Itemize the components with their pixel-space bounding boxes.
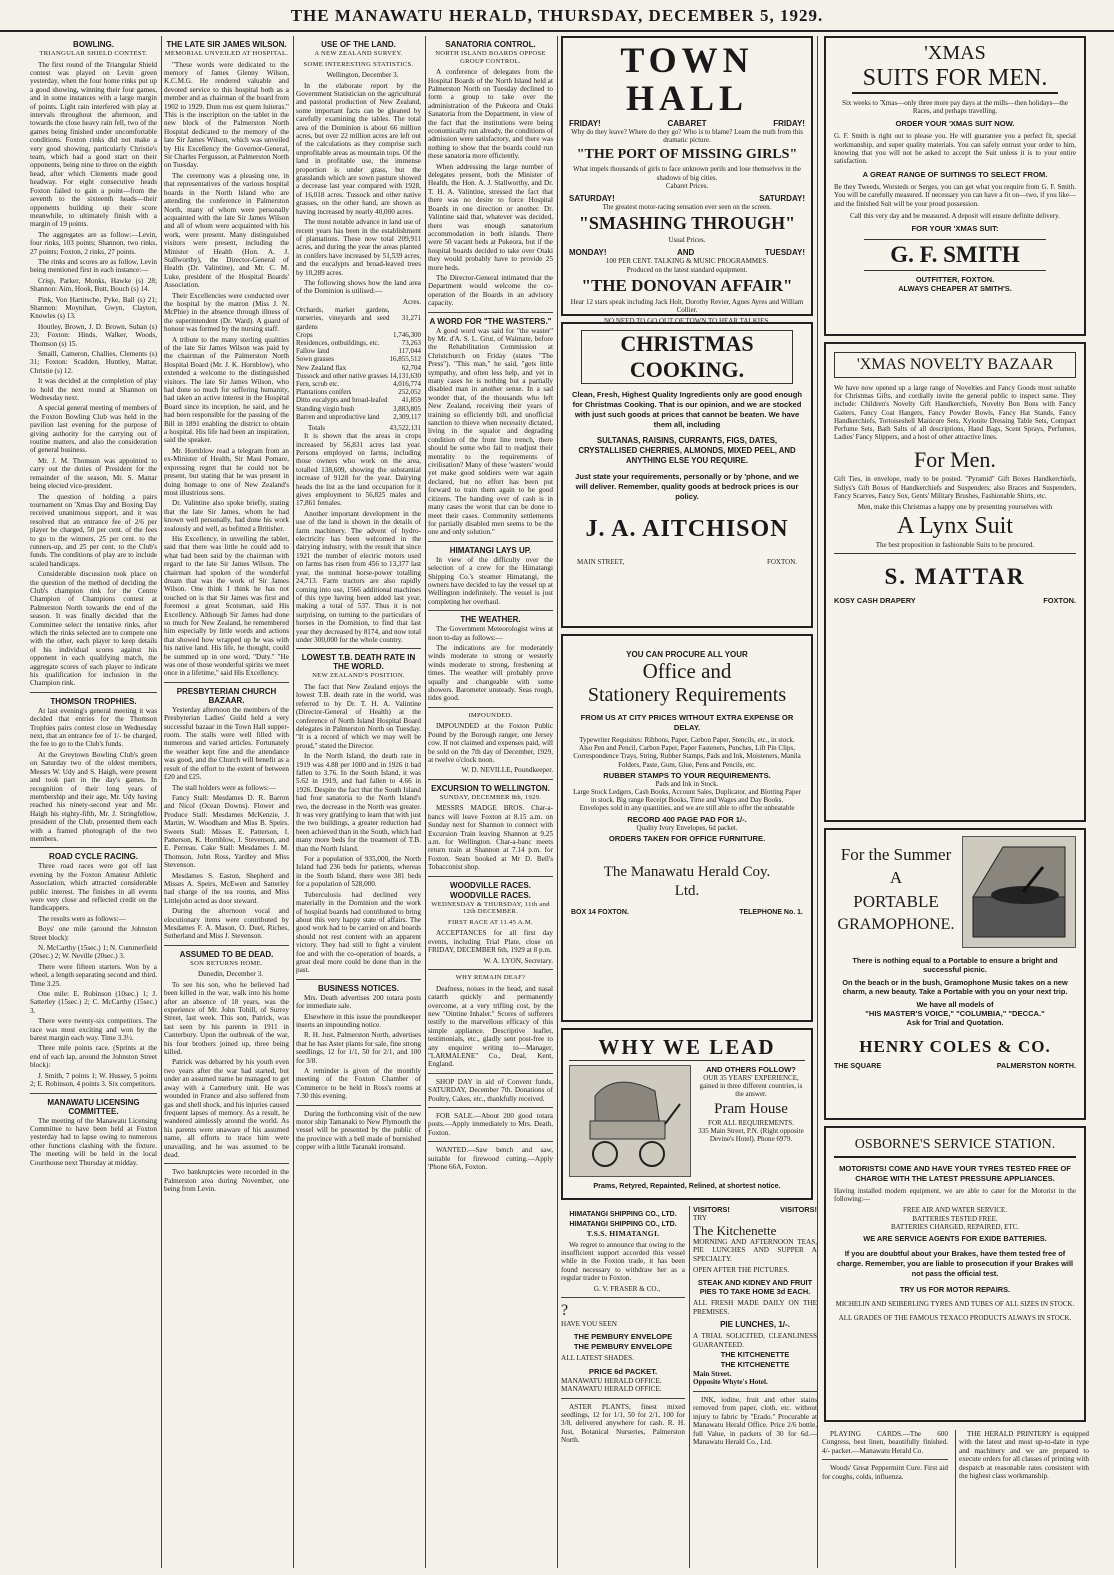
article-paragraph: Two bankruptcies were recorded in the Palmerston area during November, one being from Levin.	[164, 1168, 289, 1194]
ad-text: A TRIAL SOLICITED, CLEANLINESS GUARANTEED.	[693, 1332, 817, 1349]
row-label: Tussock and other native grasses	[296, 371, 388, 380]
table-row	[296, 355, 421, 363]
ad-text: Opposite Whyte's Hotel.	[693, 1378, 768, 1387]
table-row	[296, 396, 421, 404]
article-paragraph: The Government Meteorologist wires at noon to-day as follows:—	[428, 625, 553, 642]
row-label: Ditto eucalypts and broad-leafed	[296, 396, 388, 405]
advertiser-name: The Manawatu Herald Coy. Ltd.	[603, 863, 771, 899]
cabaret-label: CABARET	[667, 119, 707, 128]
ad-text: PLAYING CARDS.—The 600 Congress, best linen, beautifully finished. 4/- packet.—Manawatu Herald Co.	[822, 1430, 948, 1455]
shipping-heading: HIMATANGI SHIPPING CO., LTD.	[569, 1211, 677, 1218]
price-label: PRICE 6d PACKET.	[588, 1366, 658, 1376]
ad-text: OPEN AFTER THE PICTURES.	[693, 1266, 790, 1275]
heading-weather: THE WEATHER.	[460, 615, 521, 625]
ad-text: We have all models of	[916, 1000, 994, 1009]
ad-text: The best proposition in fashionable Suits to be procured.	[834, 541, 1076, 554]
town-hall-title: TOWN HALL	[620, 40, 754, 118]
table-row	[296, 306, 421, 331]
row-label: Orchards, market gardens, nurseries, vineyards and seed gardens	[296, 306, 390, 331]
article-paragraph: Mr. J. M. Thomson was appointed to carry out the duties of President for the remainder of the season, Mr. S. Mattar being elected vice-president.	[30, 456, 157, 491]
gramophone-illustration	[962, 836, 1076, 948]
ad-text: BATTERIES TESTED FREE.	[912, 1214, 998, 1223]
ad-text: Why do they leave? Where do they go? Who is to blame? Learn the truth from this dramatic picture.	[571, 128, 803, 145]
row-value: 117,044	[398, 347, 421, 356]
article-paragraph: The stall holders were as follows:—	[172, 783, 276, 792]
article-paragraph: Patrick was debarred by his youth even two years after the war had started, but under an assumed name he managed to get away with a Canterbury unit. He was wounded in France and also suffered from gas and shell shock, and his injuries caused frequent lapses of memory. As a result, he wandered aimlessly around the world. As his parents were unaware of his assumed name, all efforts to trace him were unavailing, and he was assumed to be dead.	[164, 1058, 289, 1159]
ad-text: HAVE YOU SEEN	[561, 1320, 617, 1329]
article-paragraph: Crisp, Parker, Monks, Hawke (s) 28; Shannon: Aim, Hook, Butt, Bouch (s) 14.	[30, 276, 157, 294]
ad-town: FOXTON.	[1043, 596, 1076, 606]
advertiser-name: Pram House	[714, 1100, 788, 1117]
ad-text: TRY	[693, 1214, 707, 1223]
column-1	[30, 36, 157, 1568]
article-paragraph: The ceremony was a pleasing one, in that representatives of the various hospital boards in the North Island who are attending the conference in Palmerston North, many of whom were personally acquainted with the late Sir James Wilson and all of whom were acquainted with his work, were present. Many distinguished visitors were present, including the Minister of Health (Hon. A. J. Stallworthy), the Director-General of Health (Dr. Valintine), and Mr. C. M. Luke, president of the Hospital Boards' Association.	[164, 171, 289, 290]
article-paragraph: W. A. LYON, Secretary.	[483, 956, 553, 965]
shipping-column	[561, 1206, 685, 1568]
film-title: "THE DONOVAN AFFAIR"	[581, 275, 793, 295]
ad-text: ORDER YOUR 'XMAS SUIT NOW.	[895, 119, 1015, 129]
and-label: AND	[676, 248, 695, 258]
ad-text: Large Stock Ledgers, Cash Books, Account Sales, Duplicator, and Blotting Paper in stock. Big range Receipt Books, Time and Wages and Day Books.	[573, 788, 801, 805]
ad-text: Six weeks to 'Xmas—only three more pay days at the mills—then holidays—the Races, and perhaps travelling.	[842, 99, 1068, 116]
row-label: Crops	[296, 330, 313, 339]
row-value: 31,271	[401, 314, 421, 323]
article-paragraph: Houtley, Brown, J. D. Brown, Suban (s) 23; Foxton: Hinds, Walker, Woods, Thomson (s) 15.	[30, 322, 157, 348]
article-paragraph: Another important development in the use of the land is shown in the details of farm machinery. The advent of hydro-electricity has been welcomed in the dairying industry, with the result that since 1921 the number of electric motors used on farms has risen from 456 to 13,377 last year, the nominal horse-power totalling 24,713. Farm tractors are also rapidly coming into use, 1566 additional machines of this type having been added last year, making a total of 537. Thus it is not surprising, on turning to the particulars of horses in the Dominion, to find that last year they decreased by 8174, and now total under 300,000 for the whole country.	[296, 509, 421, 644]
article-paragraph: Three mile points race. (Sprints at the end of each lap, around the Johnston Street block):	[30, 1044, 157, 1070]
film-title: "SMASHING THROUGH"	[578, 213, 796, 234]
article-paragraph: Smaill, Cameron, Challies, Clements (s) 31; Foxton: Scadden, Huntley, Mattar, Christie (s) 12.	[30, 350, 157, 375]
heading-tb-death-rate: LOWEST T.B. DEATH RATE IN THE WORLD.	[301, 653, 416, 672]
newspaper-title: THE MANAWATU HERALD, THURSDAY, DECEMBER 5, 1929.	[290, 6, 824, 25]
article-paragraph: Mesdames S. Easton, Shepherd and Misses A. Speirs, McEwen and Satterley had charge of the tea rooms, and Miss Littlejohn acted as door steward.	[164, 871, 289, 905]
visitors-label: VISITORS!	[693, 1205, 730, 1214]
article-paragraph: N. McCarthy (15sec.) 1; N. Cummerfield (20sec.) 2; W. Neville (20sec.) 3.	[30, 944, 157, 961]
table-row	[296, 380, 421, 388]
article-paragraph: IMPOUNDED at the Foxton Public Pound by the Borough ranger, one Jersey cow. If not claimed and expenses paid, will be sold on the 7th day of December, 1929, at twelve o'clock noon.	[428, 722, 553, 765]
total-value: 43,522,131	[389, 424, 421, 432]
article-paragraph: The results were as follows:—	[38, 914, 126, 923]
article-paragraph: The first round of the Triangular Shield contest was played on Levin green yesterday, when the four home rinks put up a good showing, winning their four games, and in some instances with a large margin of points. Light rain interfered with play at intervals throughout the afternoon, and towards the close heavy rain fell, two of the games being finished under uncomfortable conditions. Foxton rinks did not make a very good showing, particularly Christie's team, which had a good start on their opponents, being nine to three on the eighth head, after which Clements made good headway. For eight consecutive heads Foxton failed to gain a point—from the seventh to the sixteenth heads—their opponents building up their score meanwhile, to ultimately finish with a margin of 19 points.	[30, 60, 157, 229]
article-paragraph: During the forthcoming visit of the new motor ship Tamanaki to New Plymouth the vessel will be presented by the public of the province with a bell made of burnished copper with a little Taranaki ironsand.	[296, 1109, 421, 1152]
table-row	[296, 331, 421, 339]
column-2	[164, 36, 289, 1568]
xmas-suits-ad	[824, 36, 1086, 336]
ad-text: OUR 35 YEARS' EXPERIENCE, gained in three different countries, is the answer.	[699, 1074, 803, 1099]
advertiser-name: G. F. SMITH	[864, 239, 1046, 271]
row-value: 41,859	[401, 396, 421, 405]
day-label: FRIDAY!	[773, 119, 805, 128]
vessel-name: T.S.S. HIMATANGI.	[586, 1229, 660, 1238]
ad-headline: A	[889, 868, 903, 887]
ad-text: INK, iodine, fruit and other stains removed from paper, cloth, etc. without injury to fabric by "Erado." Procurable at Manawatu Herald Office. Price 2/6 bottle, full Value, in packets of 30 for 6d.—Manawatu Herald Co., Ltd.	[693, 1395, 817, 1446]
row-label: Plantations conifers	[296, 388, 352, 397]
shipping-heading: HIMATANGI SHIPPING CO., LTD.	[569, 1221, 677, 1228]
row-value: 73,263	[401, 338, 421, 347]
column-4	[428, 36, 553, 1568]
ad-headline: GRAMOPHONE.	[837, 916, 955, 933]
land-use-total	[296, 424, 421, 432]
article-paragraph: Tuberculosis had declined very materially in the Dominion and the work of hospital boards had contributed to bring about this very happy state of affairs. The good work had to be carried on and boards should not rest content with an apparent victory. They had still to fight a virulent foe and with the co-operation of boards, a great deal more could be done than in the past.	[296, 890, 421, 975]
article-paragraph: A tribute to the many sterling qualities of the late Sir James Wilson was paid by the chairman of the Palmerston North Hospital Board (Mr. J. K. Hornblow), who extended a welcome to the distinguished visitors. The late Sir James Wilson, who had done so much for suffering humanity, had taken an active interest in the Hospital Board since its inception, he said, and he had been responsible for the passing of the Bill in 1891 enabling the district to obtain a hospital. His life had been an inspiration, said the speaker.	[164, 335, 289, 445]
row-label: Residences, outbuildings, etc.	[296, 338, 380, 347]
ad-headline: A Lynx Suit	[896, 513, 1014, 540]
article-paragraph: It was decided at the completion of play to hold the next round at Shannon on Wednesday next.	[30, 377, 157, 403]
ad-headline: SUITS FOR MEN.	[852, 64, 1058, 94]
ad-text: ORDERS TAKEN FOR OFFICE FURNITURE.	[608, 833, 766, 843]
ad-headline: PIE LUNCHES, 1/-.	[720, 1320, 790, 1330]
article-paragraph: The indications are for moderately winds moderate to strong or westerly winds moderate to strong, freshening at times. The weather will probably prove squally and changeable with some showers. Barometer unsteady. Seas rough, tides good.	[428, 643, 553, 703]
article-paragraph: SHOP DAY in aid of Convent funds, SATURDAY, December 7th. Donations of Poultry, Cakes, etc., thankfully received.	[428, 1077, 553, 1103]
ad-text: Cabaret Prices.	[665, 181, 709, 190]
ad-text: Ask for Trial and Quotation.	[906, 1018, 1004, 1027]
land-use-table	[296, 306, 421, 421]
article-paragraph: Mrs. Death advertises 200 totara posts for immediate sale.	[296, 993, 421, 1011]
gramophone-ad	[824, 828, 1086, 1120]
ad-text: ALWAYS CHEAPER AT SMITH'S.	[898, 284, 1012, 294]
subheading: SUNDAY, DECEMBER 8th, 1929.	[439, 793, 542, 801]
article-paragraph: For a population of 935,000, the North Island had 236 beds for patients, whereas in the South Island, there were 381 beds for a population of 528,000.	[296, 855, 421, 889]
article-paragraph: Fancy Stall: Mesdames D. R. Barron and Nicol (Ocean Downs). Flower and Produce Stall: Mesdames McKenzie, J. Martin, W. Woodham and Miss B. Speirs. Sweets Stall: Misses E. Patterson, I. Patterson, K. Hornblow, J. Stevenson, and E. Perreau. Cake Stall: Mesdames J. M. Thomson, John Ross, Yardley and Miss Stevenson.	[164, 793, 289, 870]
ad-town: FOXTON.	[766, 558, 797, 566]
article-paragraph: A conference of delegates from the Hospital Boards of the North Island held at Palmerston North on Tuesday declined to form a group to take over the administration of the Pukeora and Otaki Sanatoria from the Department, in view of the fact that the institutions were being economically run already, the conditions of admission were satisfactory, and there was nothing to show that the boards could run these sanatoria more efficiently.	[428, 68, 553, 161]
ad-text: FOR ALL REQUIREMENTS.	[708, 1118, 794, 1127]
ad-text: Be they Tweeds, Worsteds or Serges, you can get what you require from G. F. Smith. You will be carefully measured. If necessary you can have a fit on—two, if you like—and the finished Suit will be your proud possession.	[834, 183, 1076, 208]
article-paragraph: The question of holding a pairs tournament on 'Xmas Day and Boxing Day received unanimous support, and it was resolved that an entrance fee of 2/6 per player be charged, 50 per cent. of the fees to go to the winners, 25 per cent. to the runners-up, and 25 per cent. to the Club's funds. The conditions of play are to include scaled handicaps.	[30, 492, 157, 568]
subheading: SOME INTERESTING STATISTICS.	[303, 60, 414, 68]
ad-text: FROM US AT CITY PRICES WITHOUT EXTRA EXPENSE OR DELAY.	[580, 713, 794, 732]
ad-text: Produced on the latest standard equipment.	[626, 265, 748, 274]
pram-illustration	[569, 1065, 691, 1177]
ad-text: Hear 12 stars speak including Jack Holt, Dorothy Revier, Agnes Ayres and William Collier.	[570, 297, 804, 315]
ad-text: MANAWATU HERALD OFFICE.	[561, 1376, 662, 1385]
subheading: SON RETURNS HOME.	[190, 959, 263, 967]
ad-text: Just state your requirements, personally or by 'phone, and we will deliver. Remember, quality goods at bedrock prices is our policy.	[575, 472, 799, 501]
column-rule	[161, 36, 162, 1568]
ad-text: Pads and Ink in Stock.	[655, 779, 719, 788]
pram-house-ad	[561, 1028, 813, 1200]
subheading: FIRST RACE AT 11.45 A.M.	[448, 918, 533, 926]
heading-assumed-dead: ASSUMED TO BE DEAD.	[179, 949, 274, 959]
row-label: Fallow land	[296, 347, 330, 356]
heading-thomson-trophies: THOMSON TROPHIES.	[50, 696, 137, 706]
article-paragraph: The rinks and scores are as follow, Levin being mentioned first in each instance:—	[30, 257, 157, 275]
christmas-cooking-title: CHRISTMAS COOKING.	[581, 330, 793, 384]
ad-headline: WHY WE LEAD	[569, 1034, 805, 1061]
ad-text: Main Street.	[693, 1370, 732, 1379]
row-label: Barren and unproductive land	[296, 412, 380, 421]
row-value: 1,746,300	[393, 330, 421, 339]
heading-licensing-committee: MANAWATU LICENSING COMMITTEE.	[47, 1097, 140, 1116]
ad-text: Also Pen and Pencil, Carbon Paper, Paper Fasteners, Punches, Lift Pin Clips, Correspondence Trays, String, Rubber Stamps, Pads and Ink, Moisteners, Manila Folders, Paste, Gum, Glue, Pens and Pencils, etc.	[573, 744, 801, 769]
article-paragraph: There were twenty-six competitors. The race was most exciting and won by the barest margin each way. Time 3.3½.	[30, 1017, 157, 1043]
ad-text: Quality Ivory Envelopes, 6d packet.	[636, 823, 738, 832]
ad-text: MORNING AND AFTERNOON TEAS, PIE LUNCHES AND SUPPER A SPECIALTY.	[693, 1237, 817, 1263]
article-paragraph: J. Smith, 7 points 1; W. Hussey, 5 points 2; E. Robinson, 4 points 3. Six competitors.	[30, 1071, 157, 1089]
heading-sanatoria-control: SANATORIA CONTROL.	[445, 40, 536, 49]
ad-text: We regret to announce that owing to the insufficient support accorded this vessel while in the Foxton trade, it has been found necessary to withdraw her as a regular trader to Foxton.	[561, 1240, 685, 1283]
subheading: NORTH ISLAND BOARDS OPPOSE GROUP CONTROL.	[435, 50, 546, 65]
question-mark: ?	[561, 1302, 569, 1320]
column-rule	[817, 36, 818, 1568]
ad-text: THE HERALD PRINTERY is equipped with the latest and most up-to-date in type and machinery and we are prepared to execute orders for all classes of printing with despatch at reasonable rates consistent with the highest class workmanship.	[959, 1430, 1089, 1481]
ad-text: YOU CAN PROCURE ALL YOUR	[626, 650, 748, 659]
ad-text: If you are doubtful about your Brakes, have them tested free of charge. Remember, you are liable to prosecution if your Brakes will not pass the official test.	[836, 1249, 1074, 1279]
heading-presbyterian-bazaar: PRESBYTERIAN CHURCH BAZAAR.	[176, 686, 277, 705]
heading-why-remain-deaf: WHY REMAIN DEAF?	[455, 974, 526, 982]
article-paragraph: A reminder is given of the monthly meeting of the Foxton Chamber of Commerce to be held in Ross's rooms at 7.30 this evening.	[296, 1067, 421, 1101]
ad-text: Usual Prices.	[668, 236, 706, 245]
ad-text: ASTER PLANTS, finest mixed seedlings, 12 for 1/1, 50 for 2/1, 100 for 3/8, delivered anywhere for cash. R. H. Just, Botanical Nurseries, Palmerston North.	[561, 1402, 685, 1445]
row-label: Sown grasses	[296, 355, 334, 364]
column-3	[296, 36, 421, 1568]
table-row	[296, 339, 421, 347]
heading-himatangi-lays-up: HIMATANGI LAYS UP.	[449, 545, 532, 555]
row-value: 2,309,117	[393, 412, 421, 421]
article-paragraph: It is shown that the areas in crops increased by 56,831 acres last year. Persons employed on farms, including those owners who work on the area, totalled 138,609, showing the substantial increase of 9128 for the year. Dairying heads the list as the land occupation for it gives employment to 56,825 males and 17,861 females.	[296, 432, 421, 508]
row-value: 16,855,512	[389, 355, 421, 364]
heading-woodville-races: WOODVILLE RACES.	[450, 890, 531, 900]
ad-text: G. V. FRASER & CO.,	[593, 1284, 661, 1293]
column-rule	[425, 36, 426, 1568]
article-paragraph: Wellington, December 3.	[326, 71, 399, 80]
table-row	[296, 413, 421, 421]
office-stationery-ad	[561, 634, 813, 1022]
ad-text: 335 Main Street, P.N. (Right opposite Devine's Hotel). Phone 6979.	[698, 1126, 804, 1144]
ad-text: Gift Ties, in envelope, ready to be posted. "Pyramid" Gift Boxes Handkerchiefs, Sidlys's Gift Boxes of Handkerchiefs and Suspenders; also Braces and Suspenders, Fancy Scarves, Fancy Sox, Gents' Military Brushes, Fashionable Shirts, etc.	[834, 475, 1076, 500]
ad-text: G. F. Smith is right out to please you. He will guarantee you a perfect fit, special workmanship, and super quality materials. You can safely entrust your order to him, knowing that you will not be asked to accept the Suit unless it is to your entire satisfaction.	[834, 132, 1076, 166]
table-row	[296, 388, 421, 396]
ad-text: FREE AIR AND WATER SERVICE.	[902, 1206, 1008, 1215]
advertiser-name: The Kitchenette	[693, 1222, 777, 1238]
article-paragraph: At last evening's general meeting it was decided that entries for the Thomson Trophies pairs contest close on Wednesday next, that an entrance fee of 1/- be charged, the fee to go to the Club's funds.	[30, 706, 157, 749]
heading-woodville-races: WOODVILLE RACES.	[450, 880, 531, 890]
ad-headline: THE PEMBURY ENVELOPE	[573, 1332, 673, 1342]
subheading: NEW ZEALAND'S POSITION.	[312, 672, 405, 680]
article-paragraph: At the Greytown Bowling Club's green on Saturday two of the oldest members, Messrs W. Udy and S. Haigh, were present and took part in the day's games. In recognition of their long years of membership and their age, Mr. Udy having reached his ninety-second year and Mr. Haigh his eighty-fifth, Mr. J. Stringfellow, president of the Club, presented them each with a framed photograph of the two members.	[30, 750, 157, 843]
ad-telephone: TELEPHONE No. 1.	[739, 908, 803, 916]
subheading: A NEW ZEALAND SURVEY.	[314, 50, 403, 57]
ad-headline: THE PEMBURY ENVELOPE	[573, 1342, 673, 1352]
heading-excursion: EXCURSION TO WELLINGTON.	[431, 783, 550, 793]
article-paragraph: "These words were dedicated to the memory of James Glenny Wilson, K.C.M.G. He rendered valuable and devoted service to this hospital both as a member and as chairman of the board from 1902 to 1929. Dum nus est quem luiteras." This is the inscription on the tablet in the new block of the Palmerston North Hospital dedicated to the memory of the late Sir James Wilson, which was unveiled by His Excellency the Governor-General, Sir Charles Fergusson, at Palmerston North on Tuesday.	[164, 60, 289, 170]
heading-road-cycle-racing: ROAD CYCLE RACING.	[49, 852, 138, 862]
ad-headline: Office and	[642, 659, 732, 683]
row-label: New Zealand flax	[296, 363, 347, 372]
novelty-bazaar-ad	[824, 342, 1086, 822]
article-paragraph: Dunedin, December 3.	[197, 970, 264, 979]
article-paragraph: In the elaborate report by the Government Statistician on the agricultural and pastoral production of New Zealand, some important facts can be gleaned by carefully examining the tables. The total area of the Dominion is about 66 million acres, but over 22 million acres are left out of the calculations as they comprise such unprofitable areas as mountain tops. Of the land in profitable use, the immense proportion is under grass, but the grasslands which are sown pasture showed a decrease last year compared with 1928, of 16,018 acres. Tussock and other native grasses, on the other hand, are shown as having increased by nearly 40,000 acres.	[296, 81, 421, 216]
subheading: MEMORIAL UNVEILED AT HOSPITAL.	[164, 50, 289, 57]
bottom-right-notices	[955, 1430, 1089, 1568]
ad-text: OUTFITTER, FOXTON.	[915, 275, 995, 285]
ad-text: "HIS MASTER'S VOICE," "COLUMBIA," "DECCA."	[865, 1009, 1045, 1018]
ad-box: BOX 14 FOXTON.	[571, 908, 629, 916]
ad-text: A GREAT RANGE OF SUITINGS TO SELECT FROM.	[862, 170, 1048, 180]
gramophone-icon	[963, 837, 1075, 947]
ad-headline: PORTABLE	[853, 892, 939, 911]
article-paragraph: MESSRS MADGE BROS. Char-a-bancs will leave Foxton at 8.15 a.m. on Sunday next for Shannon to connect with Excursion Train leaving Shannon at 9.25 a.m. for Wellington. Char-a-banc meets return train at Shannon at 7.14 p.m. for Foxton. Seats booked at Mr D. Bell's Tobacconist shop.	[428, 804, 553, 872]
day-label: FRIDAY!	[569, 119, 601, 128]
heading-sir-james-wilson: THE LATE SIR JAMES WILSON.	[166, 40, 287, 49]
article-paragraph: FOR SALE.—About 200 good totara posts.—Apply immediately to Mrs. Death, Foxton.	[428, 1111, 553, 1137]
ad-text: TRY US FOR MOTOR REPAIRS.	[899, 1285, 1011, 1295]
advertiser-name: J. A. AITCHISON	[585, 516, 789, 542]
ad-text: BATTERIES CHARGED, REPAIRED, ETC.	[890, 1222, 1020, 1231]
table-row	[296, 372, 421, 380]
osborne-service-station-ad	[824, 1126, 1086, 1422]
article-paragraph: The meeting of the Manawatu Licensing Committee to have been held at Foxton yesterday had to lapse owing to numerous other functions clashing with the fixture. The meeting will be held in the local Courthouse next Thursday at midday.	[30, 1116, 157, 1167]
day-label: SATURDAY!	[569, 194, 615, 204]
ad-headline: THE KITCHENETTE	[720, 1360, 790, 1370]
ad-text: MANAWATU HERALD OFFICE.	[561, 1385, 662, 1394]
article-paragraph: During the afternoon vocal and elocutionary items were contributed by Mesdames F. A. Mason, O. Duel, Riches, Sutherland and Miss J. Stevenson.	[164, 907, 289, 941]
ad-text: We have now opened up a large range of Novelties and Fancy Goods most suitable for Christmas Gifts, and cordially invite the general public to inspect same. They include: Children's Novelty Gift Handkerchiefs, Novelty Bon Bons with Fancy Gaiters, Fancy Coat Hangers, Fancy Powder Bowls, Fancy Hat Stands, Fancy Handkerchiefs, Tortoiseshell Manicure Sets, Xylonite Dressing Table Sets, Compact Perfume Sets, Bath Salts of all descriptions, Hand Bags, Scent Sprays, Perfumes, Ladies' Fancy Slippers, and a host of other attractive lines.	[834, 384, 1076, 442]
article-paragraph: The aggregates are as follow:—Levin, four rinks, 103 points; Shannon, two rinks, 27 points; Foxton, 2 rinks, 27 points.	[30, 230, 157, 256]
ad-text: There is nothing equal to a Portable to ensure a bright and successful picnic.	[852, 956, 1058, 974]
ad-text: KOSY CASH DRAPERY	[834, 596, 916, 606]
article-paragraph: A special general meeting of members of the Foxton Bowling Club was held in the pavilion last evening for the purpose of giving authority for the carrying out of routine matters, and also the consideration of general business.	[30, 404, 157, 455]
ad-text: On the beach or in the bush, Gramophone Music takes on a new charm, a new beauty. Take a Portable with you on your next trip.	[842, 978, 1068, 996]
article-paragraph: The fact that New Zealand enjoys the lowest T.B. death rate in the world, was referred to by Dr. T. H. A. Valintine (Director-General of Health) at the conference of North Island Hospital Board delegates in Palmerston North on Tuesday. "It is a record of which we may well be proud," stated the Director.	[296, 682, 421, 750]
article-paragraph: Elsewhere in this issue the poundkeeper inserts an impounding notice.	[296, 1012, 421, 1029]
article-paragraph: Three road races were got off last evening by the Foxton Amateur Athletic Association, which attracted considerable public interest. The finishes in all events were very close and reflected credit on the handicappers.	[30, 862, 157, 913]
article-paragraph: Boys' one mile (around the Johnston Street block):	[30, 925, 157, 942]
heading-use-of-land: USE OF THE LAND.	[321, 40, 396, 49]
ad-text: Call this very day and be measured. A deposit will ensure definite delivery.	[850, 211, 1060, 220]
article-paragraph: To see his son, who he believed had been killed in the war, walk into his home after an absence of 18 years, was the experience of Mr. John Tohill, of Surrey Street, last week. This son, Patrick, was last seen by his parents in 1911 in Canterbury. Upon the outbreak of the war, his four brothers joined up, three being killed.	[164, 980, 289, 1057]
ad-headline: OSBORNE'S SERVICE STATION.	[834, 1134, 1076, 1158]
table-unit-header: Acres.	[402, 297, 421, 306]
ad-text: WE ARE SERVICE AGENTS FOR EXIDE BATTERIES.	[863, 1234, 1047, 1244]
ad-text: ALL LATEST SHADES.	[561, 1354, 634, 1363]
table-row	[296, 347, 421, 355]
table-row	[296, 405, 421, 413]
christmas-cooking-ad	[561, 322, 813, 628]
visitors-label: VISITORS!	[780, 1205, 817, 1214]
row-label: Standing virgin bush	[296, 404, 355, 413]
masthead	[0, 0, 1114, 32]
total-label: Totals	[308, 424, 326, 432]
ad-text: 100 PER CENT. TALKING & MUSIC PROGRAMMES.	[605, 257, 769, 266]
article-paragraph: Deafness, noises in the head, and nasal catarrh quickly and permanently overcome, at a very trifling cost, by the new "Ointine Inhaler." Scores of sufferers testify to the marvellous efficacy of this simple appliance. Descriptive leaflet, testimonials, etc., gladly sent post-free to any enquirer writing to—Manager, "LARMALENE" Co., Deal, Kent, England.	[428, 984, 553, 1069]
article-paragraph: Their Excellencies were conducted over the hospital by the matron (Miss J. N. McPhie) in the absence through illness of the superintendent (Dr. Ward). A guard of honour was formed by the nursing staff.	[164, 291, 289, 334]
table-row	[296, 364, 421, 372]
ad-text: Envelopes sold in any quantities, and we are still able to offer the unbeatable	[579, 804, 795, 813]
day-label: SATURDAY!	[759, 194, 805, 204]
ad-headline: For the Summer	[840, 845, 952, 864]
ad-text: ALL GRADES OF THE FAMOUS TEXACO PRODUCTS ALWAYS IN STOCK.	[838, 1314, 1072, 1323]
pram-icon	[570, 1066, 690, 1176]
article-paragraph: There were fifteen starters. Won by a wheel, a length separating second and third. Time 3.25.	[30, 962, 157, 988]
ad-text: What impels thousands of girls to face unknown perils and lose themselves in the shadows of big cities.	[572, 165, 802, 182]
ad-text: AND OTHERS FOLLOW?	[706, 1065, 796, 1074]
ad-headline: STEAK AND KIDNEY AND FRUIT PIES TO TAKE HOME 3d EACH.	[697, 1278, 813, 1297]
kitchenette-column	[689, 1206, 817, 1568]
ad-text: Having installed modern equipment, we are able to cater for the Motorist in the following:—	[834, 1187, 1076, 1204]
article-paragraph: Considerable discussion took place on the question of the method of deciding the Club's champion rink for the Centre Champion of Champions contest at Palmerston North towards the end of the season. It was finally decided that the Committee select the tentative rinks, after which the rinks selected are to compete one with the other, each player to keep details of his individual scores against his opponent in each qualifying match, the aggregate scores of each player to indicate his qualification for inclusion in the Champion rink.	[30, 570, 157, 688]
day-label: MONDAY!	[569, 248, 607, 258]
ad-headline: 'XMAS	[924, 42, 986, 64]
ad-headline: 'XMAS NOVELTY BAZAAR	[834, 352, 1076, 378]
ad-text: The greatest motor-racing sensation ever seen on the screen.	[602, 203, 772, 212]
heading-wasters: A WORD FOR "THE WASTERS."	[429, 316, 552, 326]
day-label: TUESDAY!	[764, 248, 805, 258]
article-paragraph: His Excellency, in unveiling the tablet, said that there was little he could add to what had been said by the chairman with regard to the late Sir James Wilson. The chairman had spoken of the wonderful dream that was the work of Sir James Wilson. One think I think he has not touched on is that Sir James was first and foremost a great Scotsman, said His Excellency. Although Sir James had done so much for New Zealand, he remembered him especially by little words and actions that showed how wrapped up he was with his native land. His life, he thought, could be summed up in one word, "Duty." "He was one of those wonderful spirits we meet once in a lifetime," said His Excellency.	[164, 534, 289, 678]
subheading: WEDNESDAY & THURSDAY, 11th and 12th DECEMBER.	[431, 900, 550, 916]
ad-text: MOTORISTS! COME AND HAVE YOUR TYRES TESTED FREE OF CHARGE WITH THE LATEST PRESSURE APPLIANCES.	[839, 1164, 1071, 1183]
row-value: 252,052	[398, 388, 421, 397]
row-label: Fern, scrub etc.	[296, 379, 340, 388]
article-paragraph: Mr. Hornblow read a telegram from an ex-Minister of Health, Sir Maui Pomare, expressing regret that he could not be present, but stating that he was present in doing homage to one of New Zealand's most illustrious sons.	[164, 446, 289, 497]
row-value: 4,016,774	[393, 379, 421, 388]
article-paragraph: A good word was said for "the waster" by Mr. d'A. S. L. Grut, of Waimate, before the Rehabilitation Commission at Christchurch on Friday (states "The Press"). "This man," he said, "gets little sympathy, and often less help, and yet in many cases he is nothing but a partially disabled man in another sense. In a sad wonder that, of the thousands who left New Zealand, receiving their years of training so efficiently bill, and unofficial sanction to thieve when necessity dictated, living in the squalor and degrading condition of the front line trench, there should be some who fail to readjust their mentality to the requirements of civilisation? Many of these 'wasters' would yet make good soldiers were war again declared, but no effort has been put forward to train them again to be good citizens. The handing over of cash is in many cases the worst that can be done to meet their cases. Community settlements for partially disabled men seems to be the one and only solution."	[428, 326, 553, 537]
advertiser-name: HENRY COLES & CO.	[859, 1037, 1051, 1056]
subheading: TRIANGULAR SHIELD CONTEST.	[39, 50, 148, 57]
ad-headline: Stationery Requirements	[587, 684, 787, 706]
ad-address: THE SQUARE	[834, 1061, 882, 1070]
article-paragraph: In the North Island, the death rate in 1919 was 4.88 per 1000 and in 1926 it had fallen to 3.76. In the South Island, it was 5.62 in 1919, and had fallen to 4.66 in 1926. Despite the fact that the South Island had four sanatoria to the North Island's two, the decrease in the North was greater. It was very gratifying to learn that with just the two buildings, a greater reduction had been achieved than in the South, which had many more beds for the treatment of T.B. than the North Island.	[296, 752, 421, 853]
article-paragraph: ACCEPTANCES for all first day events, including Trial Plate, close on FRIDAY, DECEMBER 6th, 1929 at 8 p.m.	[428, 929, 553, 955]
ad-text: Men, make this Christmas a happy one by presenting yourselves with	[857, 503, 1053, 512]
bottom-left-notices	[822, 1430, 948, 1568]
heading-bowling: BOWLING.	[73, 40, 114, 49]
film-title: "THE PORT OF MISSING GIRLS"	[576, 147, 798, 163]
ad-text: FOR YOUR 'XMAS SUIT:	[911, 224, 999, 234]
column-rule	[557, 36, 558, 1568]
article-paragraph: In view of the difficulty over the selection of a crew for the Himatangi Shipping Co.'s steamer Himatangi, the owners have decided to lay the vessel up at Wellington indefinitely. The vessel is just completing her overhaul.	[428, 555, 553, 606]
article-paragraph: The following shows how the land area of the Dominion is utilised:—	[296, 278, 421, 296]
row-value: 3,883,805	[393, 404, 421, 413]
article-paragraph: WANTED.—Saw bench and saw, suitable for firewood cutting.—Apply 'Phone 66A, Foxton.	[428, 1146, 553, 1171]
town-hall-ad	[561, 36, 813, 316]
article-paragraph: W. D. NEVILLE, Poundkeeper.	[461, 766, 553, 775]
column-rule	[293, 36, 294, 1568]
article-paragraph: Pink, Von Hartitsche, Pyke, Ball (s) 21; Shannon: Moynihan, Gwyn, Clayton, Knowles (s) 13.	[30, 295, 157, 321]
article-paragraph: When addressing the large number of delegates present, both the Minister of Health, the Hon. A. J. Stallworthy, and Dr. T. H. A. Valintine, stressed the fact that there was no desire to force Hospital Boards in one direction or another. Dr. Valintine said that, whatever was decided, there was enough sanatorium accommodation in both islands. There were 50 vacant beds at Pukeora, but if the hospital boards decided to take over Otaki they would probably have to provide 25 more beds.	[428, 162, 553, 272]
heading-impounded: IMPOUNDED.	[468, 711, 513, 719]
advertiser-name: S. MATTAR	[884, 564, 1026, 590]
ad-address: MAIN STREET,	[577, 558, 625, 566]
ad-text: ALL FRESH MADE DAILY ON THE PREMISES.	[693, 1299, 817, 1316]
article-paragraph: Dr. Valintine also spoke briefly, stating that the late Sir James, whom he had known well personally, had done his work zealously and well, as befitted a Britisher.	[164, 499, 289, 533]
article-paragraph: One mile: E. Robinson (10sec.) 1; J. Satterley (15sec.) 2; C. McCarthy (15sec.) 3.	[30, 990, 157, 1015]
ad-text: Woods' Great Peppermint Cure. First aid for coughs, colds, influenza.	[822, 1464, 948, 1481]
article-paragraph: The most notable advance in land use of recent years has been in the establishment of plantations. These now total 209,911 acres, and during the year the areas planted in conifers have increased by 51,539 acres, and the eucalypts and broad-leaved trees by 10,289 acres.	[296, 218, 421, 277]
ad-text: Clean, Fresh, Highest Quality Ingredients only are good enough for Christmas Cooking. That is our opinion, and we are stocked with just such goods at prices that cannot be beaten. We have them all, including	[572, 390, 802, 429]
ad-headline: For Men.	[914, 447, 996, 473]
article-paragraph: The Director-General intimated that the Department would welcome the co-operation of the Boards in an advisory capacity.	[428, 273, 553, 308]
ad-text: MICHELIN AND SEIBERLING TYRES AND TUBES OF ALL SIZES IN STOCK.	[835, 1300, 1075, 1309]
row-value: 62,704	[401, 363, 421, 372]
article-paragraph: R. H. Just, Palmerston North, advertises that he has Aster plants for sale, fine strong seedlings, 12 for 1/1, 50 for 2/1, and 100 for 3/8.	[296, 1031, 421, 1065]
ad-text: Typewriter Requisites: Ribbons, Paper, Carbon Paper, Stencils, etc., in stock.	[579, 736, 795, 744]
heading-business-notices: BUSINESS NOTICES.	[318, 983, 399, 993]
row-value: 14,131,630	[389, 371, 421, 380]
ad-text: RUBBER STAMPS TO YOUR REQUIREMENTS.	[603, 770, 771, 780]
article-paragraph: Yesterday afternoon the members of the Presbyterian Ladies' Guild held a very successful bazaar in the Town Hall supper-room. The stalls were well filled with numerous and varied articles. Fortunately the weather kept fine and the attendance was good, and the Church will benefit as a result of the effort to the extent of between £20 and £25.	[164, 705, 289, 782]
ad-text: SULTANAS, RAISINS, CURRANTS, FIGS, DATES, CRYSTALLISED CHERRIES, ALMONDS, MIXED PEEL, AND ANYTHING ELSE YOU REQUIRE.	[578, 436, 796, 465]
ad-caption: Prams, Retyred, Repainted, Relined, at shortest notice.	[593, 1181, 781, 1190]
ad-text: RECORD 400 PAGE PAD FOR 1/-.	[627, 814, 747, 824]
ad-headline: THE KITCHENETTE	[720, 1350, 790, 1360]
ad-town: PALMERSTON NORTH.	[996, 1061, 1076, 1070]
